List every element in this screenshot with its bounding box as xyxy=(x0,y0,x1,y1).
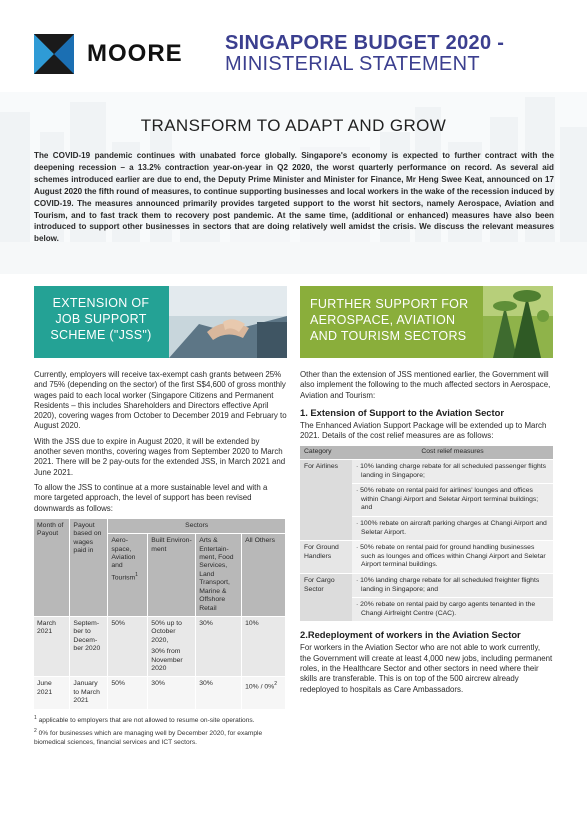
hero-paragraph: The COVID-19 pandemic continues with unabated force globally. Singapore's economy is expected to further contract with the deepening recession – a 13.2% contraction year-on-year in Q2 2020, the worst quarterly performance on record. As several aid schemes introduced earlier are due to end, the Deputy Prime Minister and Minister for Finance, Mr Heng Swee Keat, announced on 17 August 2020 the fifth round of measures, to continue supporting businesses and local workers in the wake of the recession induced by COVID-19. The measures announced primarily provides targeted support to the worst hit sectors, namely Aerospace, Aviation and Tourism, and to fast track them to recovery post pandemic. At the same time, (additional or enhanced) measures have also been introduced to support other businesses in sectors that are doing relatively well amidst the crisis. We discuss the relevant measures below. xyxy=(34,151,554,244)
cell-all: 10% / 0%$^2$ xyxy=(242,677,286,709)
cell-measure: · 10% landing charge rebate for all scheduled freighter flights landing in Singapore; and xyxy=(352,574,553,598)
cell-measure: · 50% rebate on rental paid for airlines' lounges and offices within Changi Airport and Seletar Airport terminal buildings; and xyxy=(352,484,553,517)
cell-month: March 2021 xyxy=(34,616,70,676)
aviation-intro: Other than the extension of JSS mentioned earlier, the Government will also implement the following to the much affected sectors in Aerospace, Aviation and Tourism: xyxy=(300,370,551,400)
header-arts-entertainment: Arts & Entertain-ment, Food Services, Land Transport, Marine & Offshore Retail xyxy=(196,534,242,617)
table-header-row xyxy=(34,519,286,534)
cost-relief-table xyxy=(300,446,553,621)
page-header xyxy=(0,0,587,92)
cell-category-airlines: For Airlines xyxy=(300,460,352,541)
cell-built-line-1: 50% up to October 2020, xyxy=(151,619,182,644)
table-row xyxy=(300,460,553,484)
aviation-support-paragraph: The Enhanced Aviation Support Package will be extended up to March 2021. Details of the cost relief measures are as follows: xyxy=(300,420,547,441)
header-aerospace: Aero-space, Aviation and Tourism$^1$ xyxy=(108,534,148,617)
header-month-of-payout: Month of Payout xyxy=(34,519,70,617)
jss-section-title: EXTENSION OF JOB SUPPORT SCHEME ("JSS") xyxy=(50,296,152,342)
aviation-section-title: FURTHER SUPPORT FOR AEROSPACE, AVIATION AND TOURISM SECTORS xyxy=(310,297,469,343)
cell-payout: January to March 2021 xyxy=(70,677,108,709)
handshake-photo xyxy=(169,286,287,358)
table-row xyxy=(300,574,553,598)
aviation-section-banner xyxy=(300,286,553,358)
gardens-supertree-photo xyxy=(483,286,553,358)
jss-support-table xyxy=(34,519,286,709)
jss-paragraph-2: With the JSS due to expire in August 2020, it will be extended by another seven months, covering wages from September 2020 to March 2021. There will be 2 pay-outs for the extended JSS, in March 2021 and June 2021. xyxy=(34,436,286,477)
header-all-others: All Others xyxy=(242,534,286,617)
cell-measure: · 50% rebate on rental paid for ground handling businesses such as lounges and offices within Changi Airport and Seletar Airport terminal buildings. xyxy=(352,541,553,574)
table-row xyxy=(300,541,553,574)
footnote-2: $^2$ 0% for businesses which are managing well by December 2020, for example biomedical sciences, financial services and ICT sectors. xyxy=(34,728,263,746)
cell-measure: · 100% rebate on aircraft parking charges at Changi Airport and Seletar Airport. xyxy=(352,517,553,541)
cell-payout: Septem-ber to Decem-ber 2020 xyxy=(70,616,108,676)
jss-column xyxy=(34,370,287,747)
header-cost-relief-measures: Cost relief measures xyxy=(352,446,553,459)
jss-section-banner xyxy=(34,286,287,358)
redeployment-paragraph: For workers in the Aviation Sector who are not able to work currently, the Government will create at least 4,000 new jobs, including permanent roles, in the Healthcare Sector and other sectors in need where their skills are transferable. This is on top of the 500 aircrew already redeployed to hospitals as Care Ambassadors. xyxy=(300,643,553,694)
cell-built xyxy=(148,616,196,676)
cell-month: June 2021 xyxy=(34,677,70,709)
cell-all: 10% xyxy=(242,616,286,676)
cell-measure: · 10% landing charge rebate for all scheduled passenger flights landing in Singapore; xyxy=(352,460,553,484)
cell-category-ground-handlers: For Ground Handlers xyxy=(300,541,352,574)
cell-built: 30% xyxy=(148,677,196,709)
hero-heading: TRANSFORM TO ADAPT AND GROW xyxy=(140,116,447,135)
cell-aero: 50% xyxy=(108,616,148,676)
table-row xyxy=(34,677,286,709)
cell-arts: 30% xyxy=(196,677,242,709)
cell-built-line-2: 30% from November 2020 xyxy=(151,648,183,672)
cell-aero: 50% xyxy=(108,677,148,709)
cell-arts: 30% xyxy=(196,616,242,676)
document-title-line-1: SINGAPORE BUDGET 2020 - xyxy=(225,32,505,54)
document-title-line-2: MINISTERIAL STATEMENT xyxy=(225,53,480,75)
cell-measure: · 20% rebate on rental paid by cargo agents tenanted in the Changi Airfreight Centre (CAC). xyxy=(352,598,553,622)
cell-category-cargo: For Cargo Sector xyxy=(300,574,352,622)
aviation-column xyxy=(300,370,553,700)
table-row xyxy=(34,616,286,676)
logo-text: MOORE xyxy=(87,40,183,67)
header-sectors: Sectors xyxy=(108,519,286,534)
footnote-1: $^1$ applicable to employers that are not allowed to resume on-site operations. xyxy=(34,714,255,724)
moore-logo-mark-icon xyxy=(34,34,74,74)
jss-paragraph-3: To allow the JSS to continue at a more sustainable level and with a more targeted approach, the level of support has been revised downwards as follows: xyxy=(34,482,268,513)
header-built-environment: Built Environ-ment xyxy=(148,534,196,617)
subheading-aviation-support: 1. Extension of Support to the Aviation Sector xyxy=(300,406,505,418)
header-category: Category xyxy=(300,446,352,459)
subheading-redeployment: 2.Redeployment of workers in the Aviation Sector xyxy=(300,629,521,641)
moore-logo xyxy=(34,34,183,74)
hero-section xyxy=(0,92,587,274)
table-header-row xyxy=(300,446,553,459)
jss-paragraph-1: Currently, employers will receive tax-exempt cash grants between 25% and 75% (depending on the sector) of the first S$4,600 of gross monthly wages paid to each local worker (Singapore Citizens and Permanent Residents – this includes Shareholders and Directors effective April 2020), covering wages from October to December 2019 and February to August 2020. xyxy=(34,370,287,431)
header-payout-basis: Payout based on wages paid in xyxy=(70,519,108,617)
